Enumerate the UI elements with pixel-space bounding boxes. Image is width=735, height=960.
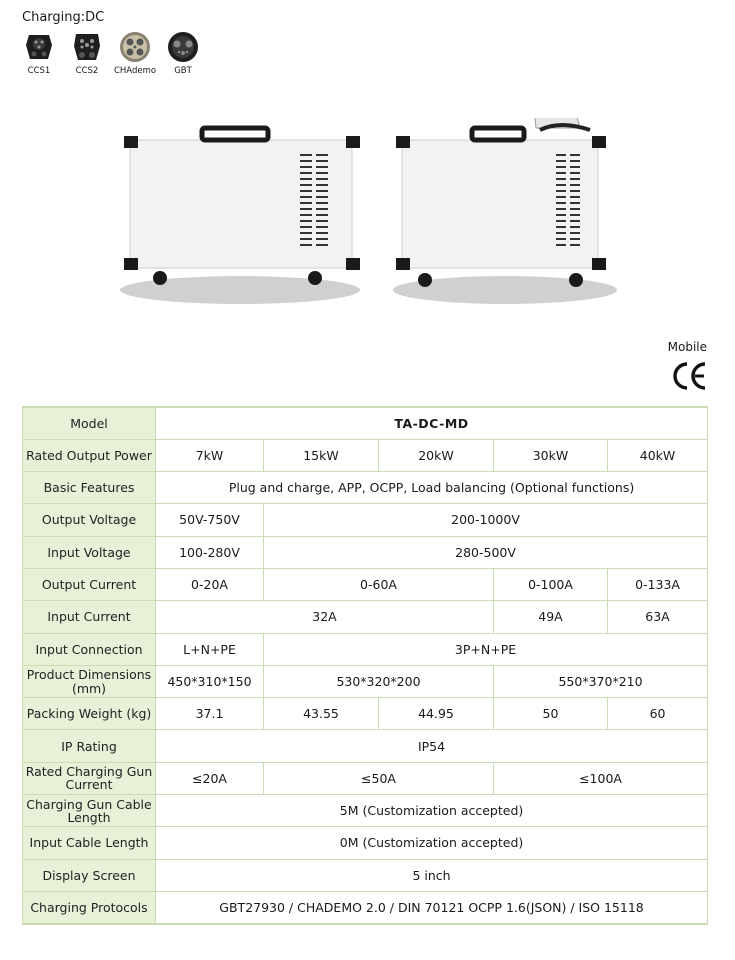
spec-value-cell: 550*370*210 bbox=[494, 665, 708, 697]
spec-value-cell: TA-DC-MD bbox=[156, 407, 708, 439]
ccs1-connector-icon bbox=[22, 30, 56, 64]
spec-value-cell: 32A bbox=[156, 601, 494, 633]
spec-row-label: IP Rating bbox=[23, 730, 156, 762]
spec-row bbox=[23, 407, 708, 439]
spec-value-cell: 450*310*150 bbox=[156, 665, 264, 697]
specification-table-body bbox=[23, 407, 708, 924]
spec-row bbox=[23, 633, 708, 665]
spec-row bbox=[23, 827, 708, 859]
spec-row bbox=[23, 472, 708, 504]
spec-row bbox=[23, 730, 708, 762]
spec-value-cell: 5M (Customization accepted) bbox=[156, 795, 708, 827]
spec-row bbox=[23, 795, 708, 827]
spec-row bbox=[23, 601, 708, 633]
spec-value-cell: 0-100A bbox=[494, 568, 608, 600]
spec-row bbox=[23, 859, 708, 891]
spec-row-label: Input Cable Length bbox=[23, 827, 156, 859]
connector-gbt bbox=[162, 30, 204, 76]
spec-value-cell: 0-133A bbox=[608, 568, 708, 600]
spec-value-cell: 530*320*200 bbox=[264, 665, 494, 697]
spec-value-cell: 60 bbox=[608, 698, 708, 730]
chademo-connector-icon bbox=[118, 30, 152, 64]
spec-value-cell: 280-500V bbox=[264, 536, 708, 568]
spec-value-cell: 40kW bbox=[608, 439, 708, 471]
connector-label: CCS1 bbox=[27, 66, 51, 76]
specification-table bbox=[22, 406, 708, 925]
side-view-charger-photo bbox=[120, 128, 360, 304]
spec-row-label: Input Current bbox=[23, 601, 156, 633]
spec-row bbox=[23, 439, 708, 471]
spec-row-label: Output Current bbox=[23, 568, 156, 600]
spec-row-label: Input Voltage bbox=[23, 536, 156, 568]
spec-row bbox=[23, 762, 708, 794]
spec-value-cell: 7kW bbox=[156, 439, 264, 471]
mobile-label: Mobile bbox=[667, 340, 707, 354]
spec-row-label: Charging Protocols bbox=[23, 891, 156, 923]
spec-value-cell: GBT27930 / CHADEMO 2.0 / DIN 70121 OCPP 1.6(JSON) / ISO 15118 bbox=[156, 891, 708, 923]
spec-row-label: Product Dimensions (mm) bbox=[23, 665, 156, 697]
spec-value-cell: ≤20A bbox=[156, 762, 264, 794]
spec-row-label: Display Screen bbox=[23, 859, 156, 891]
product-photos bbox=[110, 118, 630, 308]
spec-row bbox=[23, 891, 708, 923]
connector-chademo bbox=[114, 30, 156, 76]
spec-value-cell: 50V-750V bbox=[156, 504, 264, 536]
spec-value-cell: 15kW bbox=[264, 439, 379, 471]
spec-row-label: Packing Weight (kg) bbox=[23, 698, 156, 730]
spec-row bbox=[23, 504, 708, 536]
spec-value-cell: 0-60A bbox=[264, 568, 494, 600]
connector-label: CHAdemo bbox=[113, 66, 157, 76]
spec-row bbox=[23, 568, 708, 600]
spec-value-cell: 63A bbox=[608, 601, 708, 633]
spec-row-label: Output Voltage bbox=[23, 504, 156, 536]
spec-value-cell: 20kW bbox=[379, 439, 494, 471]
ccs2-connector-icon bbox=[70, 30, 104, 64]
spec-value-cell: 30kW bbox=[494, 439, 608, 471]
front-view-charger-with-screen-photo bbox=[393, 118, 617, 304]
spec-row-label: Rated Output Power bbox=[23, 439, 156, 471]
charging-type-title: Charging:DC bbox=[22, 10, 105, 25]
spec-value-cell: 100-280V bbox=[156, 536, 264, 568]
spec-value-cell: 50 bbox=[494, 698, 608, 730]
spec-value-cell: 49A bbox=[494, 601, 608, 633]
spec-row bbox=[23, 698, 708, 730]
spec-value-cell: 43.55 bbox=[264, 698, 379, 730]
spec-row-label: Rated Charging Gun Current bbox=[23, 762, 156, 794]
spec-value-cell: 0-20A bbox=[156, 568, 264, 600]
spec-row-label: Input Connection bbox=[23, 633, 156, 665]
connector-list bbox=[18, 30, 204, 76]
spec-value-cell: ≤50A bbox=[264, 762, 494, 794]
spec-value-cell: Plug and charge, APP, OCPP, Load balancing (Optional functions) bbox=[156, 472, 708, 504]
connector-label: GBT bbox=[174, 66, 192, 76]
ce-mark-icon bbox=[671, 358, 709, 394]
spec-value-cell: 37.1 bbox=[156, 698, 264, 730]
spec-value-cell: 3P+N+PE bbox=[264, 633, 708, 665]
connector-ccs1 bbox=[18, 30, 60, 76]
connector-label: CCS2 bbox=[75, 66, 99, 76]
spec-value-cell: 200-1000V bbox=[264, 504, 708, 536]
spec-row bbox=[23, 536, 708, 568]
spec-row bbox=[23, 665, 708, 697]
spec-row-label: Model bbox=[23, 407, 156, 439]
spec-value-cell: IP54 bbox=[156, 730, 708, 762]
gbt-connector-icon bbox=[166, 30, 200, 64]
connector-ccs2 bbox=[66, 30, 108, 76]
spec-value-cell: 44.95 bbox=[379, 698, 494, 730]
spec-value-cell: L+N+PE bbox=[156, 633, 264, 665]
spec-row-label: Charging Gun Cable Length bbox=[23, 795, 156, 827]
spec-value-cell: 0M (Customization accepted) bbox=[156, 827, 708, 859]
spec-value-cell: ≤100A bbox=[494, 762, 708, 794]
spec-value-cell: 5 inch bbox=[156, 859, 708, 891]
spec-row-label: Basic Features bbox=[23, 472, 156, 504]
